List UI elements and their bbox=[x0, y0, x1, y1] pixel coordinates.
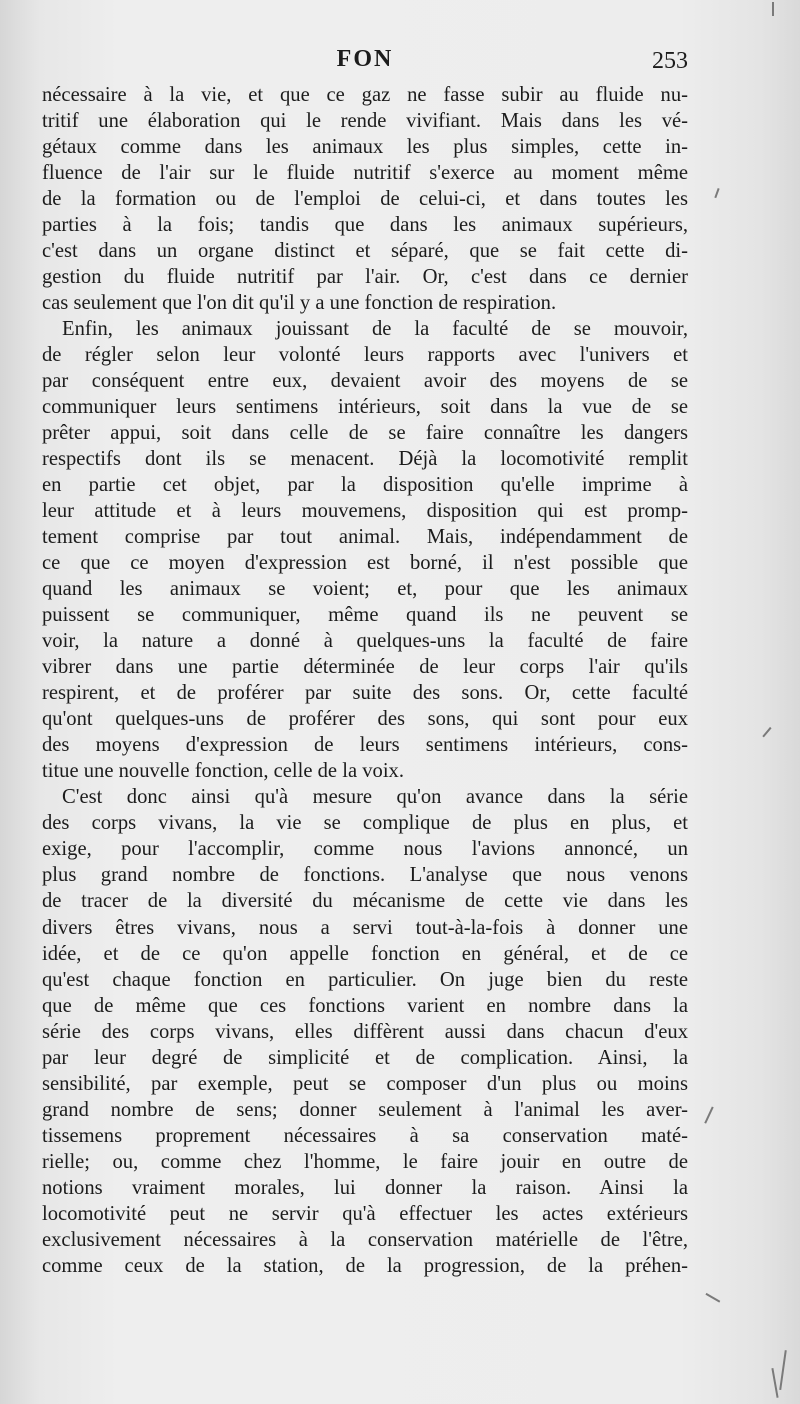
text-line: exige, pour l'accomplir, comme nous l'avions annoncé, un bbox=[42, 838, 688, 861]
text-line: c'est dans un organe distinct et séparé, que se fait cette di- bbox=[42, 240, 688, 263]
text-line: tritif une élaboration qui le rende vivifiant. Mais dans les vé- bbox=[42, 110, 688, 133]
running-head: FON bbox=[336, 46, 394, 72]
text-line: vibrer dans une partie déterminée de leur corps l'air qu'ils bbox=[42, 656, 688, 679]
text-line: C'est donc ainsi qu'à mesure qu'on avance dans la série bbox=[62, 786, 688, 809]
text-line: parties à la fois; tandis que dans les animaux supérieurs, bbox=[42, 214, 688, 237]
text-line: fluence de l'air sur le fluide nutritif s'exerce au moment même bbox=[42, 162, 688, 185]
text-line: des moyens d'expression de leurs sentimens intérieurs, cons- bbox=[42, 734, 688, 757]
text-line: gestion du fluide nutritif par l'air. Or, c'est dans ce dernier bbox=[42, 266, 688, 289]
text-line: tement comprise par tout animal. Mais, indépendamment de bbox=[42, 526, 688, 549]
margin-mark bbox=[771, 1368, 778, 1398]
text-line: gétaux comme dans les animaux les plus simples, cette in- bbox=[42, 136, 688, 159]
text-line: par leur degré de simplicité et de complication. Ainsi, la bbox=[42, 1046, 688, 1069]
text-line: en partie cet objet, par la disposition qu'elle imprime à bbox=[42, 474, 688, 497]
text-line: grand nombre de sens; donner seulement à l'animal les aver- bbox=[42, 1098, 688, 1121]
text-line: des corps vivans, la vie se complique de plus en plus, et bbox=[42, 812, 688, 835]
text-line: de la formation ou de l'emploi de celui-ci, et dans toutes les bbox=[42, 188, 688, 211]
margin-mark bbox=[779, 1350, 786, 1390]
text-line: respirent, et de proférer par suite des sons. Or, cette faculté bbox=[42, 682, 688, 705]
body-text bbox=[42, 82, 688, 1279]
page-header bbox=[42, 46, 688, 78]
text-line: comme ceux de la station, de la progression, de la préhen- bbox=[42, 1254, 688, 1277]
text-line: idée, et de ce qu'on appelle fonction en général, et de ce bbox=[42, 942, 688, 965]
text-line: de tracer de la diversité du mécanisme de cette vie dans les bbox=[42, 890, 688, 913]
text-line: titue une nouvelle fonction, celle de la voix. bbox=[42, 760, 404, 783]
text-line: plus grand nombre de fonctions. L'analyse que nous venons bbox=[42, 864, 688, 887]
text-line: cas seulement que l'on dit qu'il y a une fonction de respiration. bbox=[42, 292, 557, 315]
text-line: que de même que ces fonctions varient en nombre dans la bbox=[42, 994, 688, 1017]
margin-mark bbox=[772, 2, 774, 16]
text-line: série des corps vivans, elles diffèrent aussi dans chacun d'eux bbox=[42, 1020, 688, 1043]
text-line: communiquer leurs sentimens intérieurs, soit dans la vue de se bbox=[42, 396, 688, 419]
text-line: exclusivement nécessaires à la conservation matérielle de l'être, bbox=[42, 1228, 688, 1251]
text-line: respectifs dont ils se menacent. Déjà la locomotivité remplit bbox=[42, 448, 688, 471]
text-line: locomotivité peut ne servir qu'à effectuer les actes extérieurs bbox=[42, 1202, 688, 1225]
text-line: par conséquent entre eux, devaient avoir des moyens de se bbox=[42, 370, 688, 393]
text-line: prêter appui, soit dans celle de se faire connaître les dangers bbox=[42, 422, 688, 445]
text-line: nécessaire à la vie, et que ce gaz ne fasse subir au fluide nu- bbox=[42, 84, 688, 106]
text-line: sensibilité, par exemple, peut se composer d'un plus ou moins bbox=[42, 1072, 688, 1095]
text-line: tissemens proprement nécessaires à sa conservation maté- bbox=[42, 1124, 688, 1147]
text-line: de régler selon leur volonté leurs rapports avec l'univers et bbox=[42, 344, 688, 367]
text-line: ce que ce moyen d'expression est borné, il n'est possible que bbox=[42, 552, 688, 575]
text-line: Enfin, les animaux jouissant de la faculté de se mouvoir, bbox=[62, 318, 688, 341]
text-line: qu'ont quelques-uns de proférer des sons, qui sont pour eux bbox=[42, 708, 688, 731]
text-line: rielle; ou, comme chez l'homme, le faire jouir en outre de bbox=[42, 1150, 688, 1173]
text-line: divers êtres vivans, nous a servi tout-à-la-fois à donner une bbox=[42, 916, 688, 939]
margin-mark bbox=[705, 1293, 720, 1302]
text-line: puissent se communiquer, même quand ils ne peuvent se bbox=[42, 604, 688, 627]
text-line: qu'est chaque fonction en particulier. On juge bien du reste bbox=[42, 968, 688, 991]
margin-mark bbox=[762, 727, 771, 737]
margin-mark bbox=[704, 1107, 713, 1124]
text-line: quand les animaux se voient; et, pour que les animaux bbox=[42, 578, 688, 601]
margin-mark bbox=[714, 188, 719, 198]
page-number: 253 bbox=[652, 48, 688, 74]
text-line: voir, la nature a donné à quelques-uns la faculté de faire bbox=[42, 630, 688, 653]
text-line: leur attitude et à leurs mouvemens, disposition qui est promp- bbox=[42, 500, 688, 523]
text-line: notions vraiment morales, lui donner la raison. Ainsi la bbox=[42, 1176, 688, 1199]
